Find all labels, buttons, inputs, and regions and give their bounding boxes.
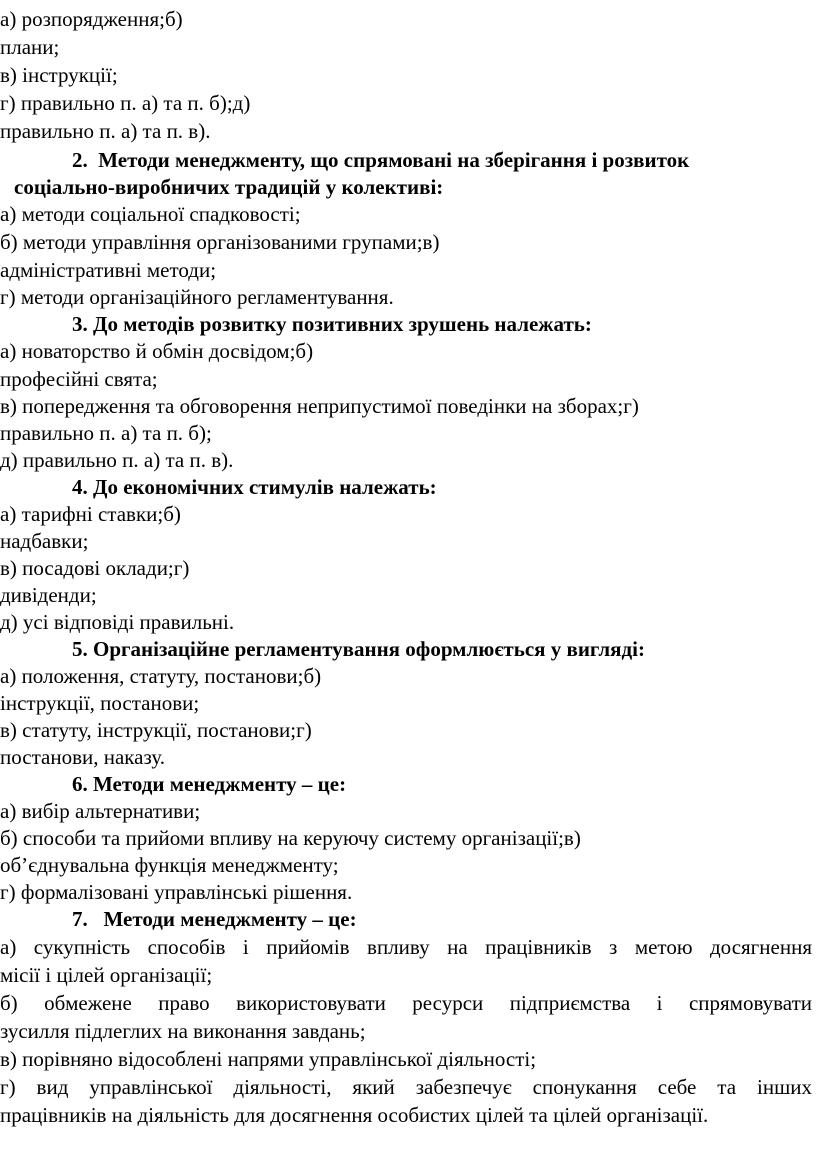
question-number: 2. [72,148,88,172]
question-title [72,311,816,337]
answer-line: зусилля підлеглих на виконання завдань; [0,1019,366,1043]
answer-line: об’єднувальна функція менеджменту; [0,853,339,877]
answer-line: г) правильно п. а) та п. б);д) [0,91,251,115]
answer-line: в) порівняно відособлені напрями управлінської діяльності; [0,1047,537,1071]
answer-line: а) розпорядження;б) [0,7,183,31]
question-number: 5. [72,637,88,661]
answer-line: б) способи та прийоми впливу на керуючу систему організації;в) [0,826,581,850]
answer-line: дивіденди; [0,583,97,607]
answer-line: г) вид управлінської діяльності, який забезпечує спонукання себе та інших [0,1075,812,1099]
answer-line: постанови, наказу. [0,745,165,769]
question-title [72,474,816,500]
question-text: Методи менеджменту, що спрямовані на зберігання і розвиток [98,148,690,172]
question-text: Організаційне регламентування оформлюється у вигляді: [93,637,645,661]
question-text: До методів розвитку позитивних зрушень належать: [93,312,592,336]
question-number: 3. [72,312,88,336]
answer-line: в) посадові оклади;г) [0,556,190,580]
answer-line: г) формалізовані управлінські рішення. [0,880,353,904]
answer-line: в) інструкції; [0,63,118,87]
answer-line: а) тарифні ставки;б) [0,502,181,526]
answer-line: в) статуту, інструкції, постанови;г) [0,718,312,742]
answer-line: правильно п. а) та п. в). [0,119,211,143]
question-title [72,636,816,662]
question-title [72,906,816,932]
answer-line: плани; [0,35,60,59]
question-text: Методи менеджменту – це: [93,772,347,796]
question-title [72,147,816,173]
answer-line: місії і цілей організації; [0,963,213,987]
answer-line: а) вибір альтернативи; [0,799,201,823]
answer-line: а) положення, статуту, постанови;б) [0,664,322,688]
answer-line: адміністративні методи; [0,258,217,282]
question-title [72,771,816,797]
answer-line: інструкції, постанови; [0,691,200,715]
answer-line: а) сукупність способів і прийомів впливу на працівників з метою досягнення [0,935,812,959]
question-number: 7. [72,907,88,931]
answer-line: а) методи соціальної спадковості; [0,202,301,226]
question-text: Методи менеджменту – це: [103,907,357,931]
answer-line: правильно п. а) та п. б); [0,421,212,445]
question-number: 4. [72,475,88,499]
answer-line: а) новаторство й обмін досвідом;б) [0,339,314,363]
question-number: 6. [72,772,88,796]
answer-line: б) обмежене право використовувати ресурси підприємства і спрямовувати [0,991,812,1015]
answer-line: працівників на діяльність для досягнення особистих цілей та цілей організації. [0,1103,709,1127]
answer-line: надбавки; [0,529,89,553]
answer-line: б) методи управління організованими групами;в) [0,230,440,254]
answer-line: д) правильно п. а) та п. в). [0,448,234,472]
answer-line: д) усі відповіді правильні. [0,610,235,634]
question-title-cont: соціально-виробничих традицій у колективі: [14,175,444,199]
question-text: До економічних стимулів належать: [93,475,437,499]
answer-line: г) методи організаційного регламентування. [0,285,394,309]
answer-line: професійні свята; [0,367,158,391]
answer-line: в) попередження та обговорення неприпустимої поведінки на зборах;г) [0,394,639,418]
